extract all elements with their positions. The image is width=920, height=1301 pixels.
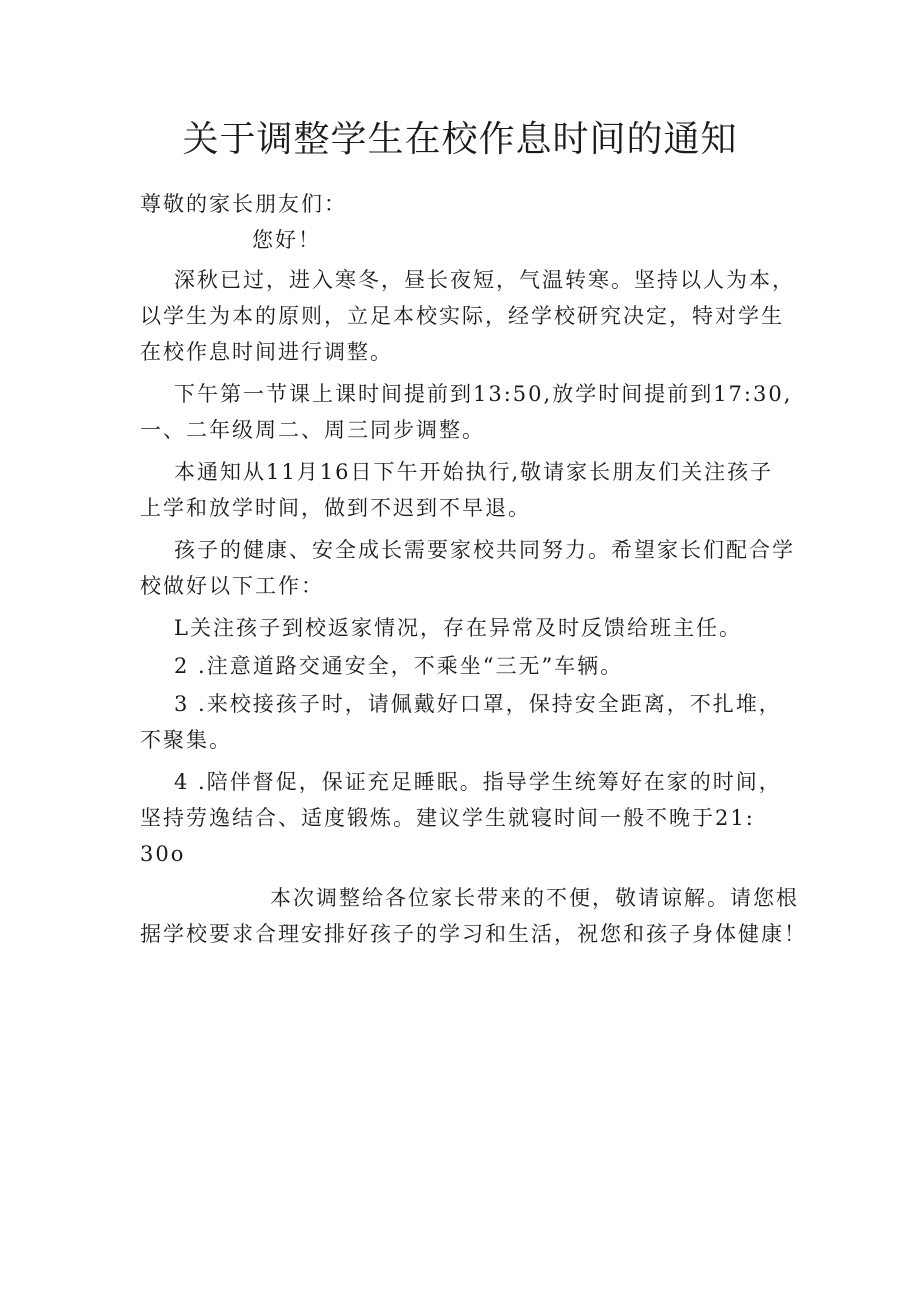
closing-line: 据学校要求合理安排好孩子的学习和生活，祝您和孩子身体健康！ — [140, 922, 807, 946]
list-item-line: 4 .陪伴督促，保证充足睡眠。指导学生统筹好在家的时间， — [174, 770, 782, 794]
closing-line: 本次调整给各位家长带来的不便，敬请谅解。请您根 — [270, 886, 799, 910]
paragraph-1 — [140, 262, 810, 370]
paragraph-line: 深秋已过，进入寒冬，昼长夜短，气温转寒。坚持以人为本， — [174, 268, 795, 292]
list-item-line: 30o — [140, 842, 186, 866]
greeting — [252, 222, 920, 258]
paragraph-4 — [140, 532, 810, 604]
greeting-text: 您好！ — [252, 228, 321, 252]
paragraph-line: 在校作息时间进行调整。 — [140, 340, 393, 364]
list-item-line: 坚持劳逸结合、适度锻炼。建议学生就寝时间一般不晚于21: — [140, 806, 755, 830]
paragraph-line: 上学和放学时间，做到不迟到不早退。 — [140, 496, 531, 520]
paragraph-line: 一、二年级周二、周三同步调整。 — [140, 418, 485, 442]
paragraph-line: 孩子的健康、安全成长需要家校共同努力。希望家长们配合学 — [174, 538, 795, 562]
list-item-3 — [140, 686, 810, 758]
paragraph-3 — [140, 454, 810, 526]
list-item-line: L关注孩子到校返家情况，存在异常及时反馈给班主任。 — [174, 616, 742, 640]
paragraph-line: 以学生为本的原则，立足本校实际，经学校研究决定，特对学生 — [140, 304, 784, 328]
paragraph-2 — [140, 376, 810, 448]
list-item-line: 3 .来校接孩子时，请佩戴好口罩，保持安全距离，不扎堆， — [174, 692, 782, 716]
salutation-text: 尊敬的家长朋友们： — [140, 192, 347, 216]
list-item-2 — [140, 648, 810, 684]
document-title: 关于调整学生在校作息时间的通知 — [182, 119, 738, 160]
paragraph-line: 本通知从11月16日下午开始执行,敬请家长朋友们关注孩子 — [174, 460, 774, 484]
paragraph-line: 下午第一节课上课时间提前到13:50,放学时间提前到17:30, — [174, 382, 793, 406]
salutation — [140, 186, 810, 222]
list-item-line: 2 .注意道路交通安全，不乘坐“三无”车辆。 — [174, 654, 624, 678]
list-item-1 — [140, 610, 810, 646]
list-item-line: 不聚集。 — [140, 728, 232, 752]
closing-paragraph — [140, 880, 810, 952]
list-item-4 — [140, 764, 810, 872]
paragraph-line: 校做好以下工作： — [140, 574, 324, 598]
